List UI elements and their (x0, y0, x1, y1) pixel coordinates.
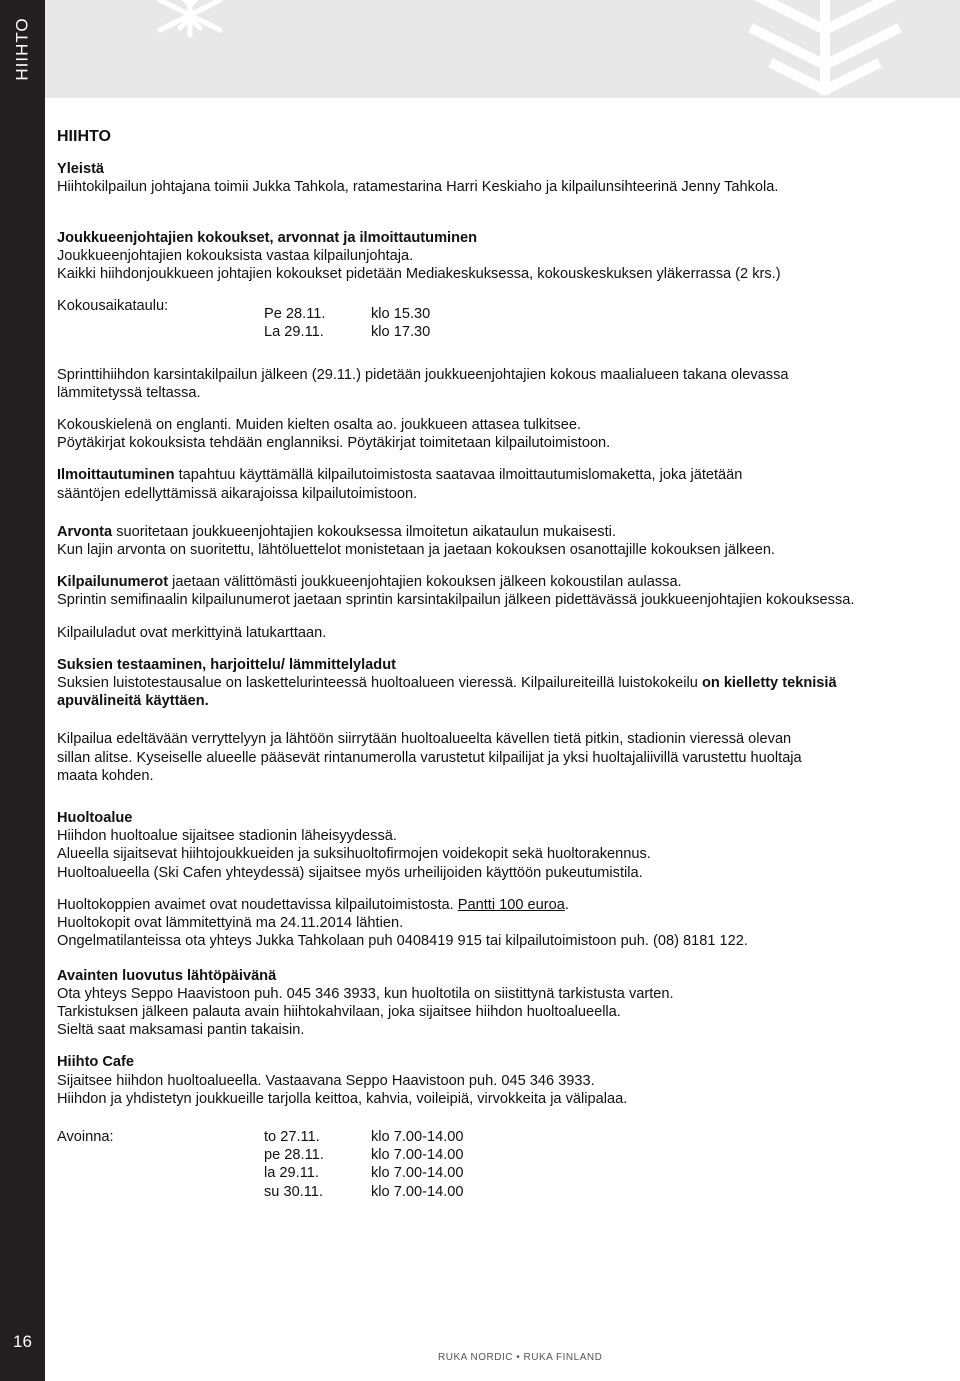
footer-brand (438, 1352, 602, 1363)
paragraph: Hiihdon ja yhdistetyn joukkueille tarjolla keittoa, kahvia, voileipiä, virvokkeita ja välipalaa. (57, 1090, 628, 1107)
paragraph: Joukkueenjohtajien kokouksista vastaa kilpailunjohtaja. (57, 247, 414, 264)
paragraph: Ota yhteys Seppo Haavistoon puh. 045 346 3933, kun huoltotila on siistittynä tarkistusta varten. (57, 985, 674, 1002)
schedule-day: Pe 28.11. (264, 306, 326, 323)
paragraph: Huoltokopit ovat lämmitettyinä ma 24.11.2014 lähtien. (57, 915, 404, 932)
heading-sukset: Suksien testaaminen, harjoittelu/ lämmittelyladut (57, 656, 396, 673)
underlined-text: Pantti 100 euroa (457, 896, 565, 913)
page-title: HIIHTO (57, 128, 111, 145)
paragraph-ilmoittautuminen (57, 466, 937, 484)
schedule-time: klo 15.30 (371, 306, 431, 323)
heading-hiihto-cafe: Hiihto Cafe (57, 1054, 135, 1071)
hours-row (264, 1128, 464, 1146)
hours-day: pe 28.11. (264, 1147, 324, 1164)
text: Huoltokoppien avaimet ovat noudettavissa kilpailutoimistosta. (57, 896, 458, 913)
paragraph: Tarkistuksen jälkeen palauta avain hiihtokahvilaan, joka sijaitsee hiihdon huoltoalueella. (57, 1003, 621, 1020)
schedule-row (264, 323, 430, 341)
hours-day: la 29.11. (264, 1165, 319, 1182)
paragraph: Sieltä saat maksamasi pantin takaisin. (57, 1022, 305, 1039)
paragraph: Sijaitsee hiihdon huoltoalueella. Vastaavana Seppo Haavistoon puh. 045 346 3933. (57, 1072, 595, 1089)
hours-row (264, 1164, 464, 1182)
hours-time: klo 7.00-14.00 (371, 1183, 464, 1200)
paragraph: Kun lajin arvonta on suoritettu, lähtöluettelot monistetaan ja jaetaan kokouksen osanottajille kokouksen jälkeen. (57, 542, 775, 559)
paragraph: Pöytäkirjat kokouksista tehdään englanniksi. Pöytäkirjat toimitetaan kilpailutoimistoon. (57, 435, 611, 452)
schedule-row (264, 305, 430, 323)
sidebar (0, 0, 45, 1381)
paragraph: Hiihdon huoltoalue sijaitsee stadionin läheisyydessä. (57, 828, 397, 845)
header-band (45, 0, 960, 98)
paragraph-arvonta (57, 523, 937, 541)
footer-left: RUKA NORDIC (438, 1352, 513, 1363)
heading-huoltoalue: Huoltoalue (57, 810, 133, 827)
bold-term: Kilpailunumerot (57, 574, 169, 591)
paragraph (57, 896, 937, 914)
paragraph: sääntöjen edellyttämissä aikarajoissa kilpailutoimistoon. (57, 485, 418, 502)
page-number: 16 (13, 1332, 32, 1351)
avoinna-label: Avoinna: (57, 1128, 114, 1145)
hours-row (264, 1146, 464, 1164)
paragraph: lämmitetyssä teltassa. (57, 384, 201, 401)
paragraph: Ongelmatilanteissa ota yhteys Jukka Tahkolaan puh 0408419 915 tai kilpailutoimistoon puh. (08) 8181 122. (57, 933, 748, 950)
section-label-text: HIIHTO (12, 17, 32, 81)
document-body (57, 128, 937, 1201)
tree-icon (685, 0, 960, 98)
paragraph: Sprinttihiihdon karsintakilpailun jälkeen (29.11.) pidetään joukkueenjohtajien kokous maalialueen takana olevassa (57, 366, 789, 383)
text: . (564, 896, 569, 913)
paragraph: Huoltoalueella (Ski Cafen yhteydessä) sijaitsee myös urheilijoiden käyttöön pukeutumistila. (57, 864, 643, 881)
paragraph: sillan alitse. Kyseiselle alueelle pääsevät rintanumerolla varustetut kilpailijat ja yksi huoltajaliivillä varustettu huoltaja (57, 749, 802, 766)
hours-row (264, 1183, 464, 1201)
heading-kokoukset: Joukkueenjohtajien kokoukset, arvonnat ja ilmoittautuminen (57, 229, 478, 246)
schedule-time: klo 17.30 (371, 324, 431, 341)
kokous-label: Kokousaikataulu: (57, 298, 169, 315)
hours-day: to 27.11. (264, 1128, 320, 1145)
text: tapahtuu käyttämällä kilpailutoimistosta saatavaa ilmoittautumislomaketta, joka jätetään (174, 467, 743, 484)
paragraph (57, 674, 937, 692)
paragraph: Alueella sijaitsevat hiihtojoukkueiden ja suksihuoltofirmojen voidekopit sekä huoltorakennus. (57, 846, 651, 863)
paragraph: Kilpailua edeltävään verryttelyyn ja lähtöön siirrytään huoltoalueelta kävellen tietä pitkin, stadionin vieressä olevan (57, 731, 792, 748)
heading-avainten-luovutus: Avainten luovutus lähtöpäivänä (57, 967, 277, 984)
text: jaetaan välittömästi joukkueenjohtajien kokouksen jälkeen kokoustilan aulassa. (168, 574, 682, 591)
heading-yleista: Yleistä (57, 161, 105, 178)
footer-right: RUKA FINLAND (523, 1352, 603, 1363)
kokous-schedule (57, 297, 937, 341)
text: suoritetaan joukkueenjohtajien kokouksessa ilmoitetun aikataulun mukaisesti. (112, 523, 616, 540)
opening-hours (57, 1128, 937, 1201)
paragraph: Hiihtokilpailun johtajana toimii Jukka Tahkola, ratamestarina Harri Keskiaho ja kilpailunsihteerinä Jenny Tahkola. (57, 179, 779, 196)
paragraph-kilpailunumerot (57, 573, 937, 591)
bold-term: on kielletty teknisiä (701, 675, 837, 692)
hours-time: klo 7.00-14.00 (371, 1165, 464, 1182)
footer-bullet: • (516, 1352, 521, 1363)
hours-time: klo 7.00-14.00 (371, 1147, 464, 1164)
text: Suksien luistotestausalue on laskettelurinteessä huoltoalueen vieressä. Kilpailureiteillä luistokokeilu (57, 675, 702, 692)
paragraph: Sprintin semifinaalin kilpailunumerot jaetaan sprintin karsintakilpailun jälkeen pidettävässä joukkueenjohtajien kokouksessa. (57, 592, 855, 609)
section-label (0, 0, 45, 98)
bold-term: Ilmoittautuminen (57, 467, 175, 484)
paragraph: Kaikki hiihdonjoukkueen johtajien kokoukset pidetään Mediakeskuksessa, kokouskeskuksen yläkerrassa (2 krs.) (57, 266, 781, 283)
paragraph: Kokouskielenä on englanti. Muiden kielten osalta ao. joukkueen attasea tulkitsee. (57, 417, 582, 434)
snowflake-icon (145, 0, 235, 40)
hours-time: klo 7.00-14.00 (371, 1128, 464, 1145)
schedule-day: La 29.11. (264, 324, 324, 341)
bold-line: apuvälineitä käyttäen. (57, 693, 209, 710)
paragraph: Kilpailuladut ovat merkittyinä latukarttaan. (57, 624, 327, 641)
paragraph: maata kohden. (57, 767, 154, 784)
hours-day: su 30.11. (264, 1183, 323, 1200)
bold-term: Arvonta (57, 523, 113, 540)
